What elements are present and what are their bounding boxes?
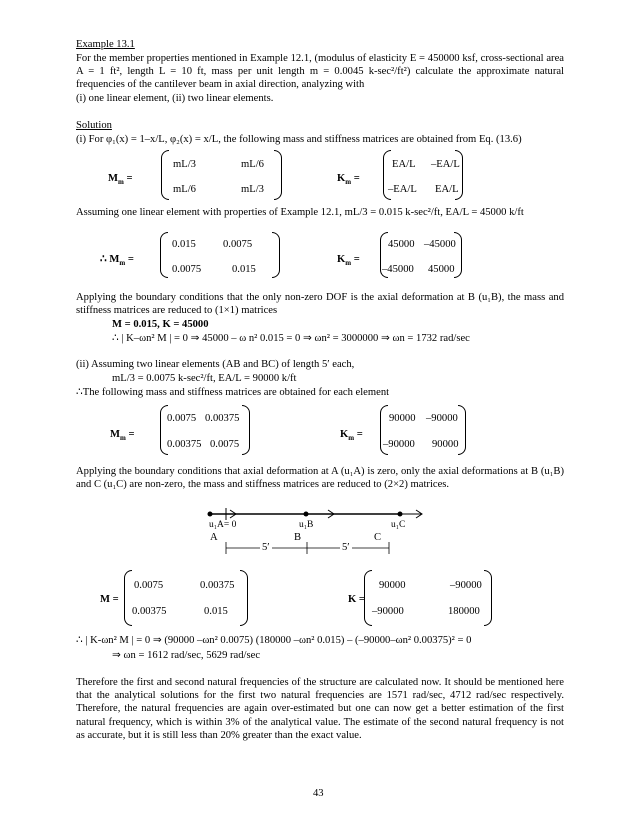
example-heading: Example 13.1 (76, 39, 135, 50)
matrix-cell: 45000 (388, 239, 415, 250)
matrix-cell: mL/6 (173, 184, 196, 195)
k1-label: $K_m$ = (337, 173, 360, 187)
stiffness-matrix-1 (383, 150, 463, 200)
solution-line-1: (i) For φ₁(x) = 1–x/L, φ₂(x) = x/L, the following mass and stiffness matrices are obtained from Eq. (13.6) (76, 134, 522, 145)
matrix-cell: 0.0075 (172, 264, 202, 275)
matrix-cell: 0.00375 (167, 439, 202, 450)
mass-matrix-1 (161, 150, 282, 200)
part2-line-c: ∴The following mass and stiffness matrices are obtained for each element (76, 387, 390, 398)
k2-label: $K_m$ = (337, 254, 360, 268)
matrix-cell: –90000 (450, 580, 482, 591)
matrix-cell: 180000 (448, 606, 480, 617)
intro-paragraph: For the member properties mentioned in Example 12.1, (modulus of elasticity E = 450000 ksf, cross-sectional area A = 1 ft², length L = 10 ft, mass per unit length m = 0.0045 k-sec²/ft²) calculate the approximate natural frequencies of the cantilever beam in axial direction, analyzing with (76, 53, 564, 91)
stiffness-matrix-2 (380, 232, 462, 278)
mass-matrix-3 (160, 405, 250, 455)
frequency-result: ⇒ ωn = 1612 rad/sec, 5629 rad/sec (112, 650, 261, 661)
matrix-cell: 0.015 (232, 264, 256, 275)
node-a-dot (208, 512, 213, 517)
matrix-cell: –90000 (383, 439, 415, 450)
node-b-dot (304, 512, 309, 517)
matrix-cell: 90000 (432, 439, 459, 450)
matrix-cell: 0.0075 (210, 439, 240, 450)
m3-label: $M_m$ = (110, 429, 135, 443)
matrix-cell: 0.015 (172, 239, 196, 250)
assume-line: Assuming one linear element with properties of Example 12.1, mL/3 = 0.015 k-sec²/ft, EA/L = 45000 k/ft (76, 207, 524, 218)
conclusion-paragraph: Therefore the first and second natural frequencies of the structure are calculated now. It should be mentioned here that the analytical solutions for the first two natural frequencies are 1571 rad/sec, 4712 rad/sec respectively. Therefore, the natural frequencies are again over-estimated but one can now get a better estimation of the first natural frequency, which is within 3% of the analytical value. The estimate of the second natural frequency is not as accurate, but it is still less than 20% greater than the exact value. (76, 677, 564, 741)
mass-matrix-2 (160, 232, 280, 278)
reduced-values: M = 0.015, K = 45000 (112, 319, 209, 330)
label-u1c: u₁C (391, 520, 406, 530)
m2-label: ∴ $M_m$ = (100, 254, 134, 268)
cases-line: (i) one linear element, (ii) two linear elements. (76, 93, 274, 104)
matrix-cell: 0.0075 (223, 239, 253, 250)
m1-label: $M_m$ = (108, 173, 133, 187)
matrix-cell: –45000 (382, 264, 414, 275)
node-a-label: A (210, 532, 218, 543)
solution-heading: Solution (76, 120, 112, 131)
matrix-cell: –90000 (426, 413, 458, 424)
matrix-cell: mL/6 (241, 159, 264, 170)
boundary-conditions-1: Applying the boundary conditions that the only non-zero DOF is the axial deformation at B (u₁B), the mass and stiffness matrices are reduced to (1×1) matrices (76, 292, 564, 317)
matrix-cell: 0.00375 (200, 580, 235, 591)
matrix-cell: –EA/L (431, 159, 460, 170)
stiffness-matrix-4 (364, 570, 492, 626)
dimension-ab: 5′ (262, 542, 270, 553)
matrix-cell: 90000 (379, 580, 406, 591)
label-u1b: u₁B (299, 520, 314, 530)
k4-label: K = (348, 594, 365, 605)
matrix-cell: 0.00375 (132, 606, 167, 617)
omega-equation-1: ∴ | K–ωn² M | = 0 ⇒ 45000 – ω n² 0.015 = 0 ⇒ ωn² = 3000000 ⇒ ωn = 1732 rad/sec (112, 333, 470, 344)
matrix-cell: 0.0075 (167, 413, 197, 424)
matrix-cell: EA/L (392, 159, 416, 170)
dimension-bc: 5′ (342, 542, 350, 553)
boundary-conditions-2: Applying the boundary conditions that axial deformation at A (u₁A) is zero, only the axial deformations at B (u₁B) and C (u₁C) are non-zero, the mass and stiffness matrices are reduced to (2×2) matrices. (76, 466, 564, 491)
stiffness-matrix-3 (380, 405, 466, 455)
matrix-cell: –90000 (372, 606, 404, 617)
mass-matrix-4 (124, 570, 248, 626)
label-u1a: u₁A= 0 (209, 520, 237, 530)
matrix-cell: –45000 (424, 239, 456, 250)
part2-line-a: (ii) Assuming two linear elements (AB and BC) of length 5′ each, (76, 359, 355, 370)
characteristic-equation: ∴ | K-ωn² M | = 0 ⇒ (90000 –ωn² 0.0075) (180000 –ωn² 0.015) – (–90000–ωn² 0.00375)² = 0 (76, 635, 472, 646)
matrix-cell: 45000 (428, 264, 455, 275)
k3-label: $K_m$ = (340, 429, 363, 443)
matrix-cell: 0.015 (204, 606, 228, 617)
matrix-cell: 0.0075 (134, 580, 164, 591)
node-b-label: B (294, 532, 302, 543)
matrix-cell: mL/3 (173, 159, 196, 170)
node-c-label: C (374, 532, 382, 543)
page-number: 43 (313, 788, 324, 799)
beam-diagram (200, 508, 425, 568)
m4-label: M = (100, 594, 119, 605)
matrix-cell: EA/L (435, 184, 459, 195)
matrix-cell: mL/3 (241, 184, 264, 195)
matrix-cell: –EA/L (388, 184, 417, 195)
matrix-cell: 90000 (389, 413, 416, 424)
matrix-cell: 0.00375 (205, 413, 240, 424)
part2-line-b: mL/3 = 0.0075 k-sec²/ft, EA/L = 90000 k/ft (112, 373, 297, 384)
